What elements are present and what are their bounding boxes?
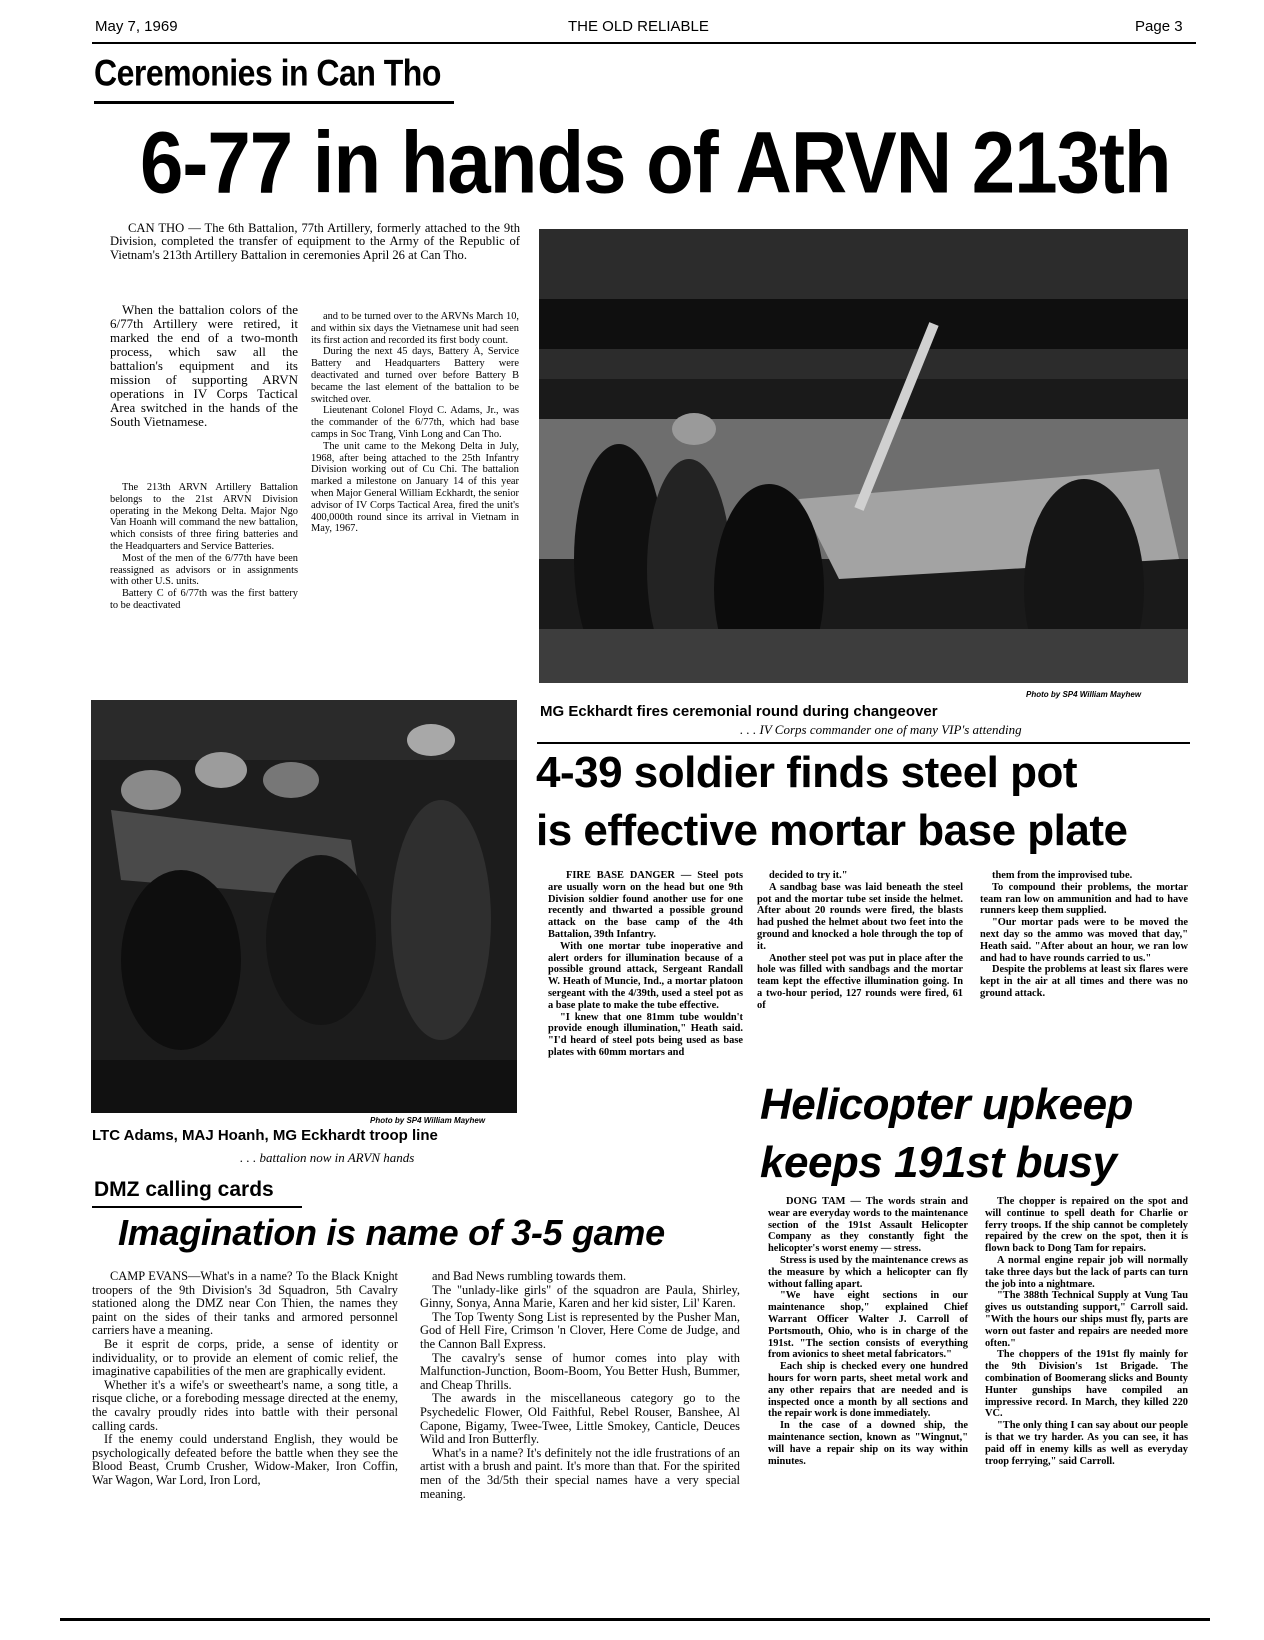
photo2-caption: LTC Adams, MAJ Hoanh, MG Eckhardt troop line bbox=[92, 1127, 438, 1144]
story1-kicker: Ceremonies in Can Tho bbox=[94, 52, 441, 94]
paragraph: If the enemy could understand English, they would be psychologically defeated before the battle when they see the Blood Beast, Crumb Crusher, Widow-Maker, Iron Coffin, War Wagon, War Lord, Iron Lord, bbox=[92, 1432, 398, 1487]
paragraph: A sandbag base was laid beneath the steel pot and the mortar tube set inside the helmet. After about 20 rounds were fired, the blasts had pushed the helmet about two feet into the ground and knocked a hole through the top of it. bbox=[757, 881, 963, 952]
masthead-date: May 7, 1969 bbox=[95, 18, 178, 35]
paragraph: "The only thing I can say about our people is that we try harder. As you can see, it has paid off in enemy kills as well as everyday troop ferrying," said Carroll. bbox=[985, 1420, 1188, 1467]
paragraph: and to be turned over to the ARVNs March 10, and within six days the Vietnamese unit had seen its first action and recorded its first body count. bbox=[311, 311, 519, 346]
masthead-page: Page 3 bbox=[1135, 18, 1183, 35]
story2-col2 bbox=[757, 870, 963, 1012]
paragraph: During the next 45 days, Battery A, Service Battery and Headquarters Battery were deactivated and turned over before Battery B became the last element of the battalion to be switched over. bbox=[311, 346, 519, 405]
photo-ceremonial-round bbox=[539, 229, 1188, 683]
paragraph: "I knew that one 81mm tube wouldn't provide enough illumination," Heath said. "I'd heard of steel pots being used as base plates with 60mm mortars and bbox=[548, 1011, 743, 1058]
kicker-underline bbox=[94, 101, 454, 104]
paragraph: To compound their problems, the mortar team ran low on ammunition and had to have runners keep them supplied. bbox=[980, 881, 1188, 917]
photo-ceremonial-round-image bbox=[539, 229, 1188, 683]
story4-headline-line2: keeps 191st busy bbox=[760, 1138, 1117, 1187]
story1-lede bbox=[110, 222, 520, 262]
story1-col2 bbox=[311, 311, 519, 535]
paragraph: Battery C of 6/77th was the first battery to be deactivated bbox=[110, 588, 298, 611]
photo-troop-line-image bbox=[91, 700, 517, 1113]
paragraph: and Bad News rumbling towards them. bbox=[432, 1269, 627, 1283]
paragraph: The cavalry's sense of humor comes into play with Malfunction-Junction, Boom-Boom, You Better Hush, Bummer, and Cheap Thrills. bbox=[420, 1350, 740, 1392]
paragraph: "The 388th Technical Supply at Vung Tau gives us outstanding support," Carroll said. "With the hours our ships must fly, parts are worn out faster and repairs are needed more often." bbox=[985, 1290, 1188, 1349]
story1-lede-text: CAN THO — The 6th Battalion, 77th Artillery, formerly attached to the 9th Division, completed the transfer of equipment to the Army of the Republic of Vietnam's 213th Artillery Battalion in ceremonies April 26 at Can Tho. bbox=[110, 221, 520, 262]
story4-col2 bbox=[985, 1196, 1188, 1467]
story2-col3 bbox=[980, 870, 1188, 1000]
photo1-subcaption: . . . IV Corps commander one of many VIP's attending bbox=[740, 722, 1022, 737]
story2-col1 bbox=[548, 870, 743, 1059]
paragraph: The awards in the miscellaneous category go to the Psychedelic Flower, Old Faithful, Rebel Rouser, Banshee, Al Capone, Bigamy, Twee-Twee, Little Smokey, Canticle, Deuces Wild and Iron Butterfly. bbox=[420, 1391, 740, 1447]
paragraph: Whether it's a wife's or sweetheart's name, a song title, a risque cliche, or a foreboding message directed at the enemy, the cavalry proudly rides into battle with their personal calling cards. bbox=[92, 1377, 398, 1433]
photo-troop-line bbox=[91, 700, 517, 1113]
story3-col2 bbox=[420, 1270, 740, 1501]
story1-headline: 6-77 in hands of ARVN 213th bbox=[140, 113, 1171, 212]
photo2-subcaption: . . . battalion now in ARVN hands bbox=[240, 1150, 415, 1165]
paragraph: What's in a name? It's definitely not the idle frustrations of an artist with a brush and paint. It's more than that. For the spirited men of the 3d/5th their special names have a very special meaning. bbox=[420, 1445, 740, 1501]
paragraph: them from the improvised tube. bbox=[992, 870, 1133, 881]
page-bottom-rule bbox=[60, 1618, 1210, 1621]
paragraph: The chopper is repaired on the spot and will continue to spell death for Charlie or ferry troops. If the ship cannot be completely repaired by the crew on the spot, then it is flown back to Dong Tam for repairs. bbox=[985, 1196, 1188, 1255]
story2-headline-line1: 4-39 soldier finds steel pot bbox=[536, 748, 1078, 797]
paragraph: Most of the men of the 6/77th have been reassigned as advisors or in assignments with other U.S. units. bbox=[110, 552, 298, 588]
photo2-credit: Photo by SP4 William Mayhew bbox=[370, 1116, 486, 1125]
story3-kicker-rule bbox=[92, 1206, 302, 1208]
paragraph: Be it esprit de corps, pride, a sense of identity or individuality, or to provide an element of comic relief, the imaginative capabilities of the men are graphically evident. bbox=[92, 1336, 398, 1379]
paragraph: DONG TAM — The words strain and wear are everyday words to the maintenance section of the 191st Assault Helicopter Company as they constantly fight the helicopter's worst enemy — stress. bbox=[768, 1196, 968, 1255]
paragraph: The unit came to the Mekong Delta in July, 1968, after being attached to the 25th Infantry Division working out of Cu Chi. The battalion marked a milestone on January 14 of this year when Major General William Eckhardt, the senior advisor of IV Corps Tactical Area, fired the unit's 400,000th round since its arrival in Vietnam in May, 1967. bbox=[311, 440, 519, 535]
paragraph: decided to try it." bbox=[769, 870, 848, 881]
paragraph: When the battalion colors of the 6/77th Artillery were retired, it marked the end of a two-month process, which saw all the battalion's equipment and its mission of supporting ARVN operations in IV Corps Tactical Area switched in the hands of the South Vietnamese. bbox=[110, 302, 298, 429]
story3-headline: Imagination is name of 3-5 game bbox=[118, 1212, 665, 1253]
paragraph: In the case of a downed ship, the maintenance section, known as "Wingnut," will have a repair ship on its way within minutes. bbox=[768, 1420, 968, 1467]
story1-col1 bbox=[110, 303, 298, 429]
story2-headline-line2: is effective mortar base plate bbox=[536, 806, 1128, 855]
story3-kicker: DMZ calling cards bbox=[94, 1178, 274, 1201]
paragraph: Each ship is checked every one hundred hours for worn parts, sheet metal work and any other repairs that are needed and is inspected once a month by all sections and the repair work is done immediately. bbox=[768, 1361, 968, 1420]
paragraph: Stress is used by the maintenance crews as the measure by which a helicopter can fly without falling apart. bbox=[768, 1254, 968, 1290]
story3-col1 bbox=[92, 1270, 398, 1488]
story4-col1 bbox=[768, 1196, 968, 1467]
story4-headline-line1: Helicopter upkeep bbox=[760, 1080, 1133, 1129]
paragraph: CAMP EVANS—What's in a name? To the Black Knight troopers of the 9th Division's 3d Squadron, 5th Cavalry stationed along the DMZ near Con Thien, the names they paint on the sides of their tanks and armored personnel carriers have a meaning. bbox=[92, 1269, 398, 1338]
photo1-credit: Photo by SP4 William Mayhew bbox=[1026, 690, 1142, 699]
paragraph: Lieutenant Colonel Floyd C. Adams, Jr., was the commander of the 6/77th, which had base camps in Soc Trang, Vinh Long and Can Tho. bbox=[311, 405, 519, 440]
paragraph: The choppers of the 191st fly mainly for the 9th Division's 1st Brigade. The combination of Boomerang slicks and Bounty Hunter gunships have compiled an impressive record. In March, they killed 220 VC. bbox=[985, 1349, 1188, 1420]
paragraph: "We have eight sections in our maintenance shop," explained Chief Warrant Officer Walter J. Carroll of Portsmouth, Ohio, who is in charge of the 191st. "The section consists of everything from avionics to sheet metal fabricators." bbox=[768, 1290, 968, 1361]
paragraph: A normal engine repair job will normally take three days but the lack of parts can turn the job into a nightmare. bbox=[985, 1254, 1188, 1290]
paragraph: FIRE BASE DANGER — Steel pots are usually worn on the head but one 9th Division soldier found another use for one recently and thwarted a possible ground attack on the base camp of the 4th Battalion, 39th Infantry. bbox=[548, 870, 743, 940]
photo1-caption: MG Eckhardt fires ceremonial round during changeover bbox=[540, 703, 938, 720]
paragraph: The 213th ARVN Artillery Battalion belongs to the 21st ARVN Division operating in the Mekong Delta. Major Ngo Van Hoanh will command the new battalion, which consists of three firing batteries and the Headquarters and Service Batteries. bbox=[110, 482, 298, 552]
paragraph: Another steel pot was put in place after the hole was filled with sandbags and the mortar team kept the effective illumination going. In a two-hour period, 127 rounds were fired, 61 of bbox=[757, 952, 963, 1011]
masthead-paper: THE OLD RELIABLE bbox=[568, 18, 709, 35]
paragraph: "Our mortar pads were to be moved the next day so the ammo was moved that day," Heath said. "After about an hour, we ran low and had to have rounds carried to us." bbox=[980, 917, 1188, 964]
paragraph: With one mortar tube inoperative and alert orders for illumination because of a possible ground attack, Sergeant Randall W. Heath of Muncie, Ind., a mortar platoon sergeant with the 4/39th, used a steel pot as a base plate to make the tube effective. bbox=[548, 940, 743, 1011]
paragraph: The Top Twenty Song List is represented by the Pusher Man, God of Hell Fire, Crimson 'n Clover, Here Come de Judge, and the Cannon Ball Express. bbox=[420, 1309, 740, 1351]
paragraph: Despite the problems at least six flares were kept in the air at all times and there was no ground attack. bbox=[980, 964, 1188, 999]
story2-top-rule bbox=[537, 742, 1190, 744]
paragraph: The "unlady-like girls" of the squadron are Paula, Shirley, Ginny, Sonya, Anna Marie, Karen and her kid sister, Lil' Karen. bbox=[420, 1282, 740, 1311]
masthead-rule bbox=[92, 42, 1196, 44]
story1-col1-small bbox=[110, 482, 298, 612]
